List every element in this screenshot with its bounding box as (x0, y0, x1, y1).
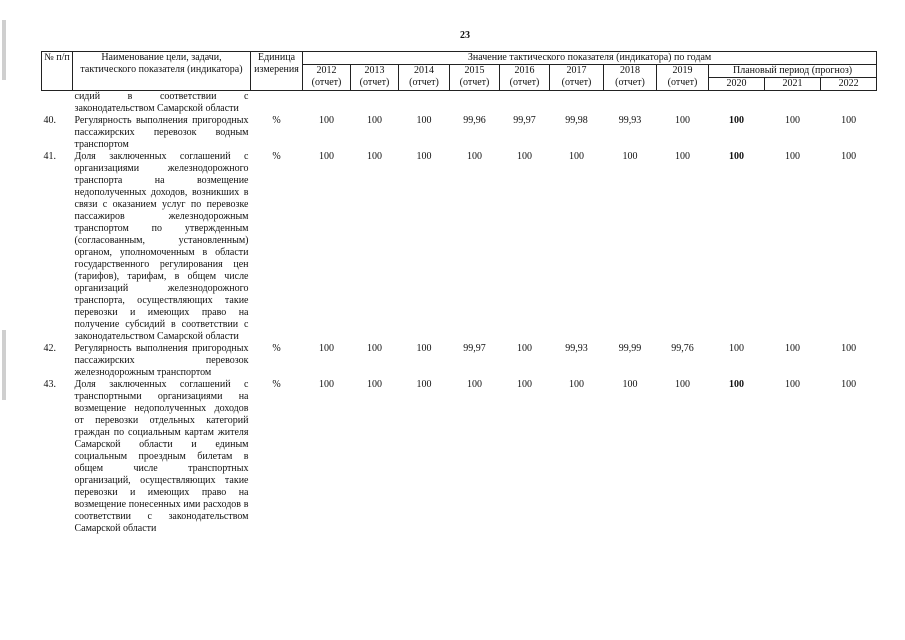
row-value: 100 (367, 343, 382, 354)
row-value: 100 (467, 379, 482, 390)
header-year: 2019 (отчет) (657, 65, 709, 91)
row-num: 41. (43, 151, 56, 162)
row-value: 100 (785, 343, 800, 354)
header-num: № п/п (42, 52, 73, 91)
table-row (42, 151, 877, 343)
header-year: 2014 (отчет) (399, 65, 450, 91)
row-value: 100 (841, 379, 857, 390)
table-row (42, 343, 877, 379)
row-value: 100 (367, 115, 382, 126)
row-value: 100 (319, 379, 334, 390)
header-name: Наименование цели, задачи, тактического показателя (индикатора) (73, 52, 251, 91)
row-name: Доля заключенных соглашений с транспортными организациями на возмещение недополученных доходов от перевозки отдельных категорий граждан по социальным картам жителя Самарской области и единым социальным проездным билетам в общем числе транспортных организаций, осуществляющих такие перевозки и имеющих право на возмещение понесенных ими расходов в соответствии с законодательством Самарской области (74, 379, 249, 534)
row-value: 100 (729, 151, 744, 162)
row-value: 100 (517, 151, 532, 162)
header-plan-year: 2022 (821, 78, 877, 91)
row-value: 100 (416, 151, 432, 162)
row-value: 100 (785, 379, 800, 390)
row-value: 100 (785, 115, 800, 126)
row-value: 99,97 (463, 343, 486, 354)
row-name: Регулярность выполнения пригородных пассажирских перевозок водным транспортом (74, 115, 249, 150)
row-name: Регулярность выполнения пригородных пассажирских перевозок железнодорожным транспортом (74, 343, 249, 378)
row-num: 42. (43, 343, 56, 354)
row-value: 100 (729, 379, 744, 390)
row-value: 100 (729, 115, 744, 126)
row-value: 100 (569, 151, 584, 162)
row-unit: % (272, 343, 281, 354)
row-value: 100 (841, 151, 857, 162)
row-value: 99,99 (618, 343, 642, 354)
header-year: 2015 (отчет) (450, 65, 500, 91)
row-value: 100 (416, 115, 432, 126)
row-num: 40. (43, 115, 56, 126)
row-value: 100 (841, 343, 857, 354)
row-value: 100 (319, 115, 334, 126)
row-value: 99,98 (565, 115, 588, 126)
row-num: 43. (43, 379, 56, 390)
row-name: сидий в соответствии с законодательством Самарской области (74, 91, 249, 114)
header-year: 2017 (отчет) (550, 65, 604, 91)
header-year: 2013 (отчет) (351, 65, 399, 91)
header-plan-group: Плановый период (прогноз) (709, 65, 877, 78)
header-row-1 (42, 52, 877, 65)
indicator-table (41, 51, 877, 535)
table-row-continuation (42, 91, 877, 116)
header-unit: Единица измерения (251, 52, 303, 91)
table-row (42, 115, 877, 151)
header-group: Значение тактического показателя (индикатора) по годам (303, 52, 877, 65)
row-value: 100 (622, 379, 638, 390)
header-year: 2018 (отчет) (604, 65, 657, 91)
scan-artifact (2, 20, 6, 80)
row-value: 99,93 (565, 343, 588, 354)
row-value: 100 (319, 151, 334, 162)
row-value: 100 (675, 115, 690, 126)
row-value: 100 (622, 151, 638, 162)
row-value: 100 (517, 343, 532, 354)
row-name: Доля заключенных соглашений с организациями железнодорожного транспорта на возмещение недополученных доходов, возникших в связи с оказанием услуг по перевозке пассажиров железнодорожным транспортом по утвержденным (согласованным, установленным) органом, уполномоченным в области государственного регулирования цен (тарифов), тарифам, в общем числе организаций железнодорожного транспорта, осуществляющих такие перевозки и имеющих право на получение субсидий в соответствии с законодательством Самарской области (74, 151, 249, 342)
header-year: 2016 (отчет) (500, 65, 550, 91)
row-value: 100 (729, 343, 744, 354)
row-value: 100 (416, 379, 432, 390)
row-value: 100 (841, 115, 857, 126)
header-year: 2012 (отчет) (303, 65, 351, 91)
row-unit: % (272, 151, 281, 162)
table-row (42, 379, 877, 535)
header-plan-year: 2021 (765, 78, 821, 91)
row-value: 100 (367, 379, 382, 390)
row-value: 100 (785, 151, 800, 162)
header-plan-year: 2020 (709, 78, 765, 91)
row-value: 99,93 (618, 115, 642, 126)
row-value: 99,97 (513, 115, 536, 126)
row-value: 100 (569, 379, 584, 390)
row-value: 99,76 (671, 343, 694, 354)
row-value: 100 (367, 151, 382, 162)
row-value: 100 (517, 379, 532, 390)
scan-artifact (2, 330, 6, 400)
row-num (42, 91, 73, 116)
row-unit: % (272, 379, 281, 390)
row-value: 100 (416, 343, 432, 354)
row-value: 100 (467, 151, 482, 162)
page-number: 23 (460, 30, 470, 41)
row-value: 100 (675, 379, 690, 390)
row-value: 100 (675, 151, 690, 162)
row-unit: % (272, 115, 281, 126)
row-value: 100 (319, 343, 334, 354)
row-value: 99,96 (463, 115, 486, 126)
